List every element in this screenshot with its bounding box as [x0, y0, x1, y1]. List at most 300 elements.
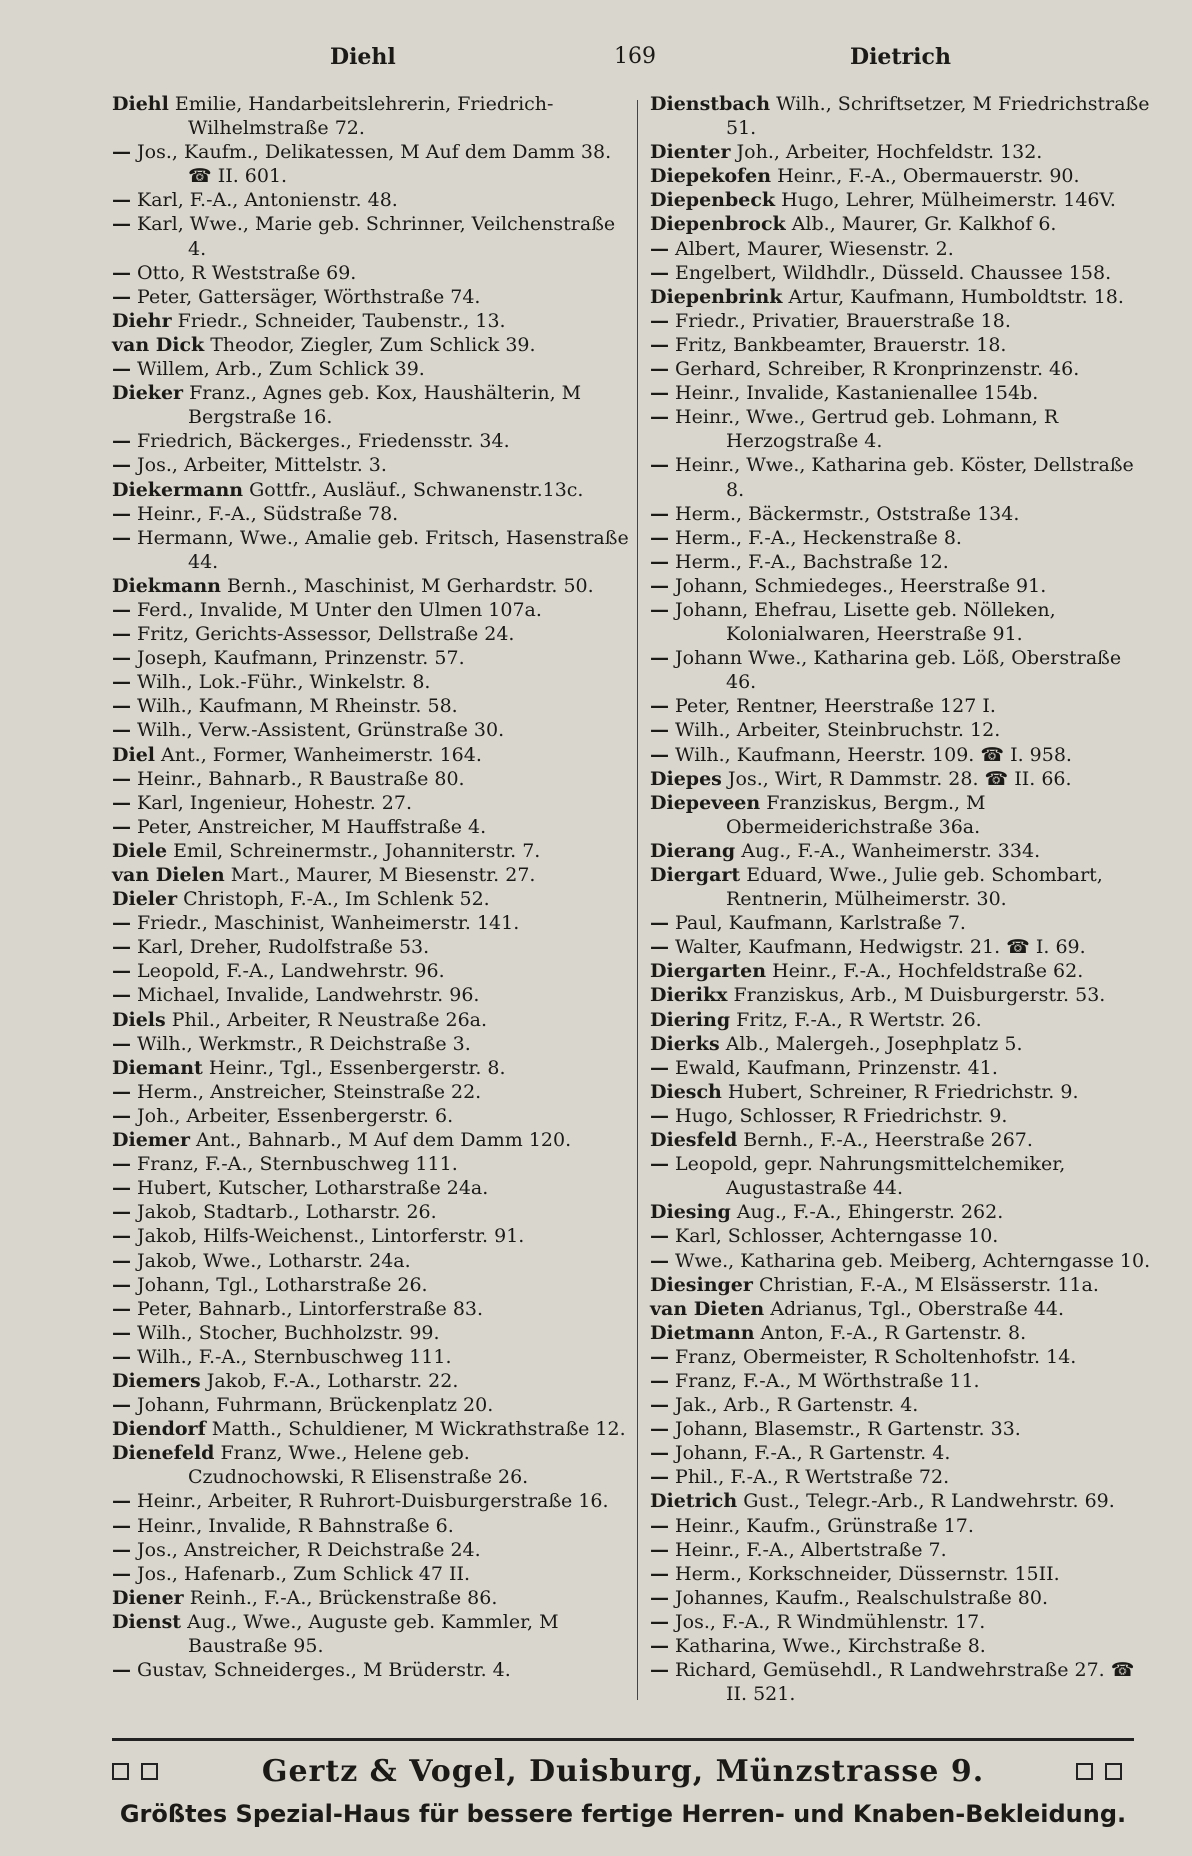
directory-entry	[112, 1224, 632, 1248]
entry-surname: —	[112, 1297, 131, 1320]
entry-surname: Diekmann	[112, 574, 221, 597]
entry-details: Jos., Anstreicher, R Deichstraße 24.	[131, 1538, 481, 1561]
entry-details: Bernh., Maschinist, M Gerhardstr. 50.	[221, 574, 594, 597]
entry-surname: —	[650, 719, 669, 742]
entry-details: Wilh., Verw.-Assistent, Grünstraße 30.	[131, 719, 505, 742]
directory-entry	[112, 791, 632, 815]
entry-details: Heinr., Tgl., Essenbergerstr. 8.	[202, 1056, 506, 1079]
entry-surname: —	[112, 1514, 131, 1537]
directory-entry	[112, 743, 632, 767]
entry-details: Friedr., Schneider, Taubenstr., 13.	[171, 309, 506, 332]
directory-entry	[650, 502, 1155, 526]
entry-details: Jos., Hafenarb., Zum Schlick 47 II.	[131, 1562, 471, 1585]
entry-surname: Dierikx	[650, 984, 728, 1007]
directory-entry	[112, 1345, 632, 1369]
entry-surname: —	[112, 1080, 131, 1103]
entry-surname: —	[650, 1418, 669, 1441]
entry-surname: —	[112, 1249, 131, 1272]
entry-surname: —	[112, 430, 131, 453]
entry-surname: —	[112, 1104, 131, 1127]
directory-entry	[650, 1080, 1155, 1104]
entry-details: Franz., Agnes geb. Kox, Haushälterin, M Bergstraße 16.	[183, 382, 582, 429]
entry-surname: —	[112, 1345, 131, 1368]
entry-surname: —	[650, 406, 669, 429]
entry-surname: —	[112, 189, 131, 212]
entry-surname: —	[112, 1153, 131, 1176]
directory-entry	[112, 1152, 632, 1176]
entry-surname: —	[112, 598, 131, 621]
entry-surname: —	[112, 1562, 131, 1585]
directory-entry	[650, 1538, 1155, 1562]
directory-entry	[650, 767, 1155, 791]
entry-details: Artur, Kaufmann, Humboldtstr. 18.	[782, 285, 1124, 308]
entry-details: Theodor, Ziegler, Zum Schlick 39.	[204, 333, 536, 356]
entry-details: Alb., Malergeh., Josephplatz 5.	[719, 1032, 1023, 1055]
directory-entry	[112, 959, 632, 983]
entry-details: Reinh., F.-A., Brückenstraße 86.	[183, 1586, 498, 1609]
entry-surname: Diesinger	[650, 1273, 753, 1296]
directory-entry	[112, 935, 632, 959]
entry-surname: —	[650, 333, 669, 356]
entry-details: Heinr., F.-A., Hochfeldstraße 62.	[766, 960, 1084, 983]
entry-details: Phil., F.-A., R Wertstraße 72.	[669, 1466, 950, 1489]
entry-details: Albert, Maurer, Wiesenstr. 2.	[669, 237, 954, 260]
directory-entry	[112, 333, 632, 357]
entry-details: Joseph, Kaufmann, Prinzenstr. 57.	[131, 647, 465, 670]
entry-details: Jakob, Wwe., Lotharstr. 24a.	[131, 1249, 411, 1272]
directory-entry	[650, 1152, 1155, 1200]
entry-details: Hugo, Schlosser, R Friedrichstr. 9.	[669, 1104, 1008, 1127]
entry-details: Jos., F.-A., R Windmühlenstr. 17.	[669, 1610, 986, 1633]
entry-details: Friedrich, Bäckerges., Friedensstr. 34.	[131, 430, 510, 453]
directory-entry	[650, 935, 1155, 959]
entry-details: Heinr., Invalide, Kastanienallee 154b.	[669, 382, 1039, 405]
directory-entry	[112, 1032, 632, 1056]
entry-details: Franz, F.-A., M Wörthstraße 11.	[669, 1369, 980, 1392]
entry-surname: —	[650, 1249, 669, 1272]
directory-entry	[112, 863, 632, 887]
entry-surname: Diels	[112, 1008, 166, 1031]
entry-details: Emilie, Handarbeitslehrerin, Friedrich-Wilhelmstraße 72.	[168, 93, 554, 140]
entry-details: Hubert, Kutscher, Lotharstraße 24a.	[131, 1177, 489, 1200]
directory-entry	[650, 1200, 1155, 1224]
directory-entry	[650, 550, 1155, 574]
entry-details: Wilh., F.-A., Sternbuschweg 111.	[131, 1345, 452, 1368]
directory-entry	[650, 1610, 1155, 1634]
directory-entry	[112, 1056, 632, 1080]
entry-details: Herm., F.-A., Bachstraße 12.	[669, 550, 949, 573]
directory-entry	[112, 1369, 632, 1393]
directory-entry	[650, 1514, 1155, 1538]
entry-surname: —	[650, 1538, 669, 1561]
directory-entry	[112, 1008, 632, 1032]
directory-entry	[112, 285, 632, 309]
directory-entry	[650, 92, 1155, 140]
entry-surname: —	[650, 1562, 669, 1585]
directory-entry	[112, 212, 632, 260]
entry-details: Aug., Wwe., Auguste geb. Kammler, M Baustraße 95.	[181, 1610, 559, 1657]
entry-surname: Diesch	[650, 1080, 722, 1103]
directory-entry	[650, 526, 1155, 550]
entry-surname: —	[650, 1369, 669, 1392]
entry-surname: —	[650, 526, 669, 549]
entry-details: Peter, Bahnarb., Lintorferstraße 83.	[131, 1297, 484, 1320]
directory-entry	[112, 767, 632, 791]
directory-entry	[650, 1224, 1155, 1248]
entry-surname: —	[650, 743, 669, 766]
directory-entry	[112, 598, 632, 622]
entry-surname: —	[650, 1225, 669, 1248]
directory-entry	[650, 791, 1155, 839]
entry-surname: —	[112, 358, 131, 381]
entry-surname: —	[650, 1466, 669, 1489]
entry-surname: Diemers	[112, 1369, 201, 1392]
directory-entry	[112, 839, 632, 863]
entry-surname: Diemer	[112, 1129, 190, 1152]
entry-details: Katharina, Wwe., Kirchstraße 8.	[669, 1635, 986, 1657]
right-column	[650, 92, 1155, 1706]
entry-surname: —	[112, 1273, 131, 1296]
directory-entry	[650, 718, 1155, 742]
directory-entry	[112, 887, 632, 911]
entry-surname: van Dieten	[650, 1297, 765, 1320]
directory-entry	[650, 1658, 1155, 1706]
entry-details: Wilh., Werkmstr., R Deichstraße 3.	[131, 1032, 471, 1055]
directory-entry	[650, 261, 1155, 285]
directory-entry	[650, 1417, 1155, 1441]
directory-entry	[650, 285, 1155, 309]
directory-entry	[650, 911, 1155, 935]
entry-surname: —	[112, 719, 131, 742]
entry-details: Joh., Arbeiter, Essenbergerstr. 6.	[131, 1104, 454, 1127]
entry-details: Eduard, Wwe., Julie geb. Schombart, Rentnerin, Mülheimerstr. 30.	[726, 864, 1103, 911]
directory-entry	[650, 863, 1155, 911]
entry-surname: van Dielen	[112, 864, 225, 886]
directory-entry	[650, 694, 1155, 718]
entry-details: Wilh., Arbeiter, Steinbruchstr. 12.	[669, 719, 1001, 742]
directory-entry	[112, 526, 632, 574]
directory-entry	[112, 1297, 632, 1321]
entry-details: Leopold, gepr. Nahrungsmittelchemiker, Augustastraße 44.	[669, 1153, 1066, 1200]
entry-details: Walter, Kaufmann, Hedwigstr. 21. ☎ I. 69.	[669, 936, 1086, 959]
directory-entry	[650, 1104, 1155, 1128]
entry-details: Heinr., F.-A., Albertstraße 7.	[669, 1538, 947, 1561]
entry-details: Karl, Ingenieur, Hohestr. 27.	[131, 791, 412, 814]
entry-surname: Dienstbach	[650, 93, 771, 115]
directory-entry	[112, 1610, 632, 1658]
directory-entry	[650, 1369, 1155, 1393]
directory-entry	[112, 1080, 632, 1104]
entry-details: Aug., F.-A., Ehingerstr. 262.	[730, 1201, 1004, 1224]
entry-details: Franz, F.-A., Sternbuschweg 111.	[131, 1153, 458, 1176]
entry-surname: —	[112, 1201, 131, 1224]
directory-entry	[112, 1586, 632, 1610]
entry-details: Hermann, Wwe., Amalie geb. Fritsch, Hasenstraße 44.	[131, 526, 629, 573]
entry-surname: Diel	[112, 743, 156, 766]
entry-surname: Diehl	[112, 93, 169, 115]
entry-surname: —	[112, 791, 131, 814]
entry-surname: —	[112, 936, 131, 959]
entry-surname: —	[112, 1321, 131, 1344]
directory-entry	[650, 212, 1155, 236]
directory-entry	[112, 574, 632, 598]
entry-details: Gustav, Schneiderges., M Brüderstr. 4.	[131, 1659, 511, 1682]
directory-entry	[112, 1393, 632, 1417]
entry-surname: Dierks	[650, 1032, 720, 1055]
advert-line-2: Größtes Spezial-Haus für bessere fertige Herren- und Knaben-Bekleidung.	[119, 1800, 1127, 1828]
entry-surname: —	[112, 1490, 131, 1513]
directory-entry	[112, 309, 632, 333]
entry-surname: Diergart	[650, 864, 741, 886]
entry-surname: Dietmann	[650, 1321, 755, 1344]
left-column	[112, 92, 632, 1682]
entry-details: Willem, Arb., Zum Schlick 39.	[131, 358, 425, 381]
entry-surname: —	[112, 526, 131, 549]
entry-details: Wilh., Kaufmann, M Rheinstr. 58.	[131, 695, 458, 718]
directory-entry	[650, 405, 1155, 453]
advert-rule	[112, 1738, 1134, 1741]
entry-surname: Diemant	[112, 1056, 203, 1079]
directory-entry	[650, 646, 1155, 694]
entry-surname: —	[650, 454, 669, 477]
directory-entry	[650, 1393, 1155, 1417]
entry-details: Johann Wwe., Katharina geb. Löß, Oberstraße 46.	[669, 647, 1122, 694]
entry-details: Johann, Schmiedeges., Heerstraße 91.	[669, 574, 1047, 597]
entry-surname: —	[650, 1659, 669, 1682]
entry-surname: —	[650, 647, 669, 670]
entry-details: Johann, Tgl., Lotharstraße 26.	[131, 1273, 428, 1296]
entry-surname: —	[650, 237, 669, 260]
entry-details: Wilh., Stocher, Buchholzstr. 99.	[131, 1321, 440, 1344]
advert-title: Gertz & Vogel, Duisburg, Münzstrasse 9.	[261, 1754, 985, 1789]
directory-entry	[112, 983, 632, 1007]
entry-details: Ewald, Kaufmann, Prinzenstr. 41.	[669, 1056, 998, 1079]
entry-surname: —	[112, 261, 131, 284]
entry-details: Peter, Anstreicher, M Hauffstraße 4.	[131, 815, 487, 838]
entry-details: Richard, Gemüsehdl., R Landwehrstraße 27. ☎ II. 521.	[669, 1659, 1135, 1706]
entry-surname: —	[112, 1032, 131, 1055]
entry-surname: —	[650, 1345, 669, 1368]
entry-surname: —	[112, 1538, 131, 1561]
entry-surname: Diepenbrink	[650, 285, 783, 308]
entry-surname: —	[650, 695, 669, 718]
directory-entry	[650, 1249, 1155, 1273]
directory-entry	[112, 1273, 632, 1297]
entry-details: Karl, Wwe., Marie geb. Schrinner, Veilchenstraße 4.	[131, 213, 616, 260]
column-divider	[637, 100, 638, 1700]
entry-surname: Dierang	[650, 839, 736, 862]
directory-entry	[650, 1297, 1155, 1321]
entry-details: Jakob, F.-A., Lotharstr. 22.	[200, 1369, 459, 1392]
directory-entry	[112, 1104, 632, 1128]
entry-surname: van Dick	[112, 333, 205, 356]
entry-details: Karl, Dreher, Rudolfstraße 53.	[131, 936, 430, 959]
entry-surname: Diele	[112, 839, 168, 862]
entry-surname: Diekermann	[112, 478, 244, 501]
entry-details: Heinr., Invalide, R Bahnstraße 6.	[131, 1514, 454, 1537]
entry-surname: —	[650, 1610, 669, 1633]
directory-entry	[650, 188, 1155, 212]
entry-details: Engelbert, Wildhdlr., Düsseld. Chaussee 158.	[669, 261, 1112, 284]
entry-details: Herm., Korkschneider, Düssernstr. 15II.	[669, 1562, 1060, 1585]
directory-entry	[650, 140, 1155, 164]
directory-entry	[650, 357, 1155, 381]
entry-details: Matth., Schuldiener, M Wickrathstraße 12.	[205, 1418, 626, 1441]
entry-surname: Diepekofen	[650, 165, 772, 188]
entry-details: Fritz, Gerichts-Assessor, Dellstraße 24.	[131, 623, 515, 646]
entry-surname: —	[650, 912, 669, 935]
directory-entry	[112, 1321, 632, 1345]
header-right-keyword: Dietrich	[850, 44, 951, 70]
entry-surname: —	[112, 1659, 131, 1682]
entry-details: Wilh., Lok.-Führ., Winkelstr. 8.	[131, 671, 431, 694]
directory-entry	[650, 164, 1155, 188]
entry-details: Heinr., Wwe., Gertrud geb. Lohmann, R Herzogstraße 4.	[669, 406, 1059, 453]
entry-details: Wilh., Kaufmann, Heerstr. 109. ☎ I. 958.	[669, 743, 1072, 766]
entry-details: Gottfr., Ausläuf., Schwanenstr.13c.	[243, 478, 584, 501]
entry-surname: —	[650, 550, 669, 573]
entry-surname: —	[650, 1153, 669, 1176]
directory-entry	[112, 1514, 632, 1538]
entry-details: Jak., Arb., R Gartenstr. 4.	[669, 1394, 919, 1417]
entry-details: Peter, Gattersäger, Wörthstraße 74.	[131, 285, 481, 308]
entry-surname: Diepenbrock	[650, 213, 786, 236]
directory-entry	[112, 502, 632, 526]
advert-line-1	[112, 1754, 1134, 1789]
entry-details: Fritz, F.-A., R Wertstr. 26.	[730, 1008, 982, 1031]
entry-details: Heinr., Arbeiter, R Ruhrort-Duisburgerstraße 16.	[131, 1490, 609, 1513]
entry-surname: Dienter	[650, 141, 731, 164]
directory-entry	[650, 1056, 1155, 1080]
directory-entry	[650, 237, 1155, 261]
directory-entry	[650, 1634, 1155, 1658]
entry-details: Otto, R Weststraße 69.	[131, 261, 357, 284]
directory-entry	[650, 1441, 1155, 1465]
entry-details: Johannes, Kaufm., Realschulstraße 80.	[669, 1586, 1049, 1609]
directory-entry	[112, 1538, 632, 1562]
entry-surname: —	[112, 960, 131, 983]
directory-entry	[112, 140, 632, 188]
directory-entry	[650, 1489, 1155, 1513]
directory-entry	[112, 1176, 632, 1200]
entry-details: Johann, F.-A., R Gartenstr. 4.	[669, 1442, 951, 1465]
directory-entry	[112, 381, 632, 429]
entry-surname: Dienst	[112, 1610, 182, 1633]
directory-entry	[112, 478, 632, 502]
entry-surname: —	[112, 671, 131, 694]
directory-entry	[112, 646, 632, 670]
entry-surname: —	[650, 1394, 669, 1417]
entry-details: Karl, F.-A., Antonienstr. 48.	[131, 189, 398, 212]
directory-entry	[112, 1249, 632, 1273]
directory-entry	[112, 261, 632, 285]
entry-surname: —	[650, 598, 669, 621]
directory-entry	[112, 694, 632, 718]
directory-entry	[650, 1321, 1155, 1345]
entry-surname: —	[112, 213, 131, 236]
entry-surname: —	[112, 695, 131, 718]
entry-surname: —	[650, 1056, 669, 1079]
entry-details: Jakob, Stadtarb., Lotharstr. 26.	[131, 1201, 437, 1224]
entry-surname: Dieker	[112, 382, 184, 405]
entry-details: Franziskus, Bergm., M Obermeiderichstraße 36a.	[726, 791, 986, 838]
entry-details: Heinr., Wwe., Katharina geb. Köster, Dellstraße 8.	[669, 454, 1134, 501]
entry-details: Alb., Maurer, Gr. Kalkhof 6.	[785, 213, 1057, 236]
header-left-keyword: Diehl	[330, 44, 396, 70]
entry-surname: —	[650, 358, 669, 381]
entry-details: Jos., Arbeiter, Mittelstr. 3.	[131, 454, 387, 477]
entry-surname: Dienefeld	[112, 1442, 215, 1465]
entry-surname: —	[112, 141, 131, 164]
entry-surname: Diepenbeck	[650, 189, 776, 212]
directory-entry	[112, 92, 632, 140]
entry-surname: Diesing	[650, 1201, 731, 1224]
entry-surname: —	[650, 1635, 669, 1657]
entry-surname: Diering	[650, 1008, 731, 1031]
entry-details: Franz, Wwe., Helene geb. Czudnochowski, R Elisenstraße 26.	[188, 1442, 529, 1489]
directory-entry	[112, 1562, 632, 1586]
entry-details: Wwe., Katharina geb. Meiberg, Achterngasse 10.	[669, 1249, 1151, 1272]
directory-entry	[650, 1465, 1155, 1489]
entry-details: Christian, F.-A., M Elsässerstr. 11a.	[752, 1273, 1099, 1296]
entry-surname: —	[650, 1104, 669, 1127]
directory-entry	[112, 357, 632, 381]
directory-entry	[112, 911, 632, 935]
entry-surname: Diehr	[112, 309, 172, 332]
entry-surname: Dietrich	[650, 1490, 738, 1513]
directory-entry	[112, 622, 632, 646]
entry-details: Emil, Schreinermstr., Johanniterstr. 7.	[167, 839, 541, 862]
directory-entry	[650, 959, 1155, 983]
entry-surname: —	[112, 767, 131, 790]
directory-entry	[112, 1441, 632, 1489]
directory-entry	[650, 1128, 1155, 1152]
directory-entry	[650, 381, 1155, 405]
entry-surname: —	[112, 1177, 131, 1200]
page-number: 169	[614, 44, 656, 69]
entry-details: Anton, F.-A., R Gartenstr. 8.	[754, 1321, 1027, 1344]
entry-surname: Dieler	[112, 888, 178, 911]
directory-entry	[650, 743, 1155, 767]
directory-entry	[112, 1128, 632, 1152]
entry-surname: —	[650, 502, 669, 525]
directory-entry	[650, 1032, 1155, 1056]
directory-entry	[112, 1417, 632, 1441]
entry-surname: —	[650, 1514, 669, 1537]
entry-details: Adrianus, Tgl., Oberstraße 44.	[764, 1297, 1065, 1320]
entry-details: Johann, Fuhrmann, Brückenplatz 20.	[131, 1394, 494, 1417]
directory-entry	[650, 1273, 1155, 1297]
directory-entry	[650, 1562, 1155, 1586]
directory-entry	[112, 453, 632, 477]
directory-entry	[112, 1489, 632, 1513]
entry-details: Christoph, F.-A., Im Schlenk 52.	[177, 888, 490, 911]
entry-surname: —	[112, 623, 131, 646]
entry-details: Herm., Anstreicher, Steinstraße 22.	[131, 1080, 482, 1103]
directory-entry	[650, 598, 1155, 646]
entry-surname: —	[112, 815, 131, 838]
entry-details: Fritz, Bankbeamter, Brauerstr. 18.	[669, 333, 1007, 356]
entry-details: Michael, Invalide, Landwehrstr. 96.	[131, 984, 480, 1007]
entry-details: Friedr., Privatier, Brauerstraße 18.	[669, 309, 1011, 332]
entry-surname: —	[112, 502, 131, 525]
entry-details: Karl, Schlosser, Achterngasse 10.	[669, 1225, 999, 1248]
entry-details: Gerhard, Schreiber, R Kronprinzenstr. 46.	[669, 358, 1080, 381]
entry-surname: —	[650, 574, 669, 597]
directory-entry	[112, 718, 632, 742]
directory-entry	[650, 983, 1155, 1007]
entry-details: Phil., Arbeiter, R Neustraße 26a.	[165, 1008, 488, 1031]
